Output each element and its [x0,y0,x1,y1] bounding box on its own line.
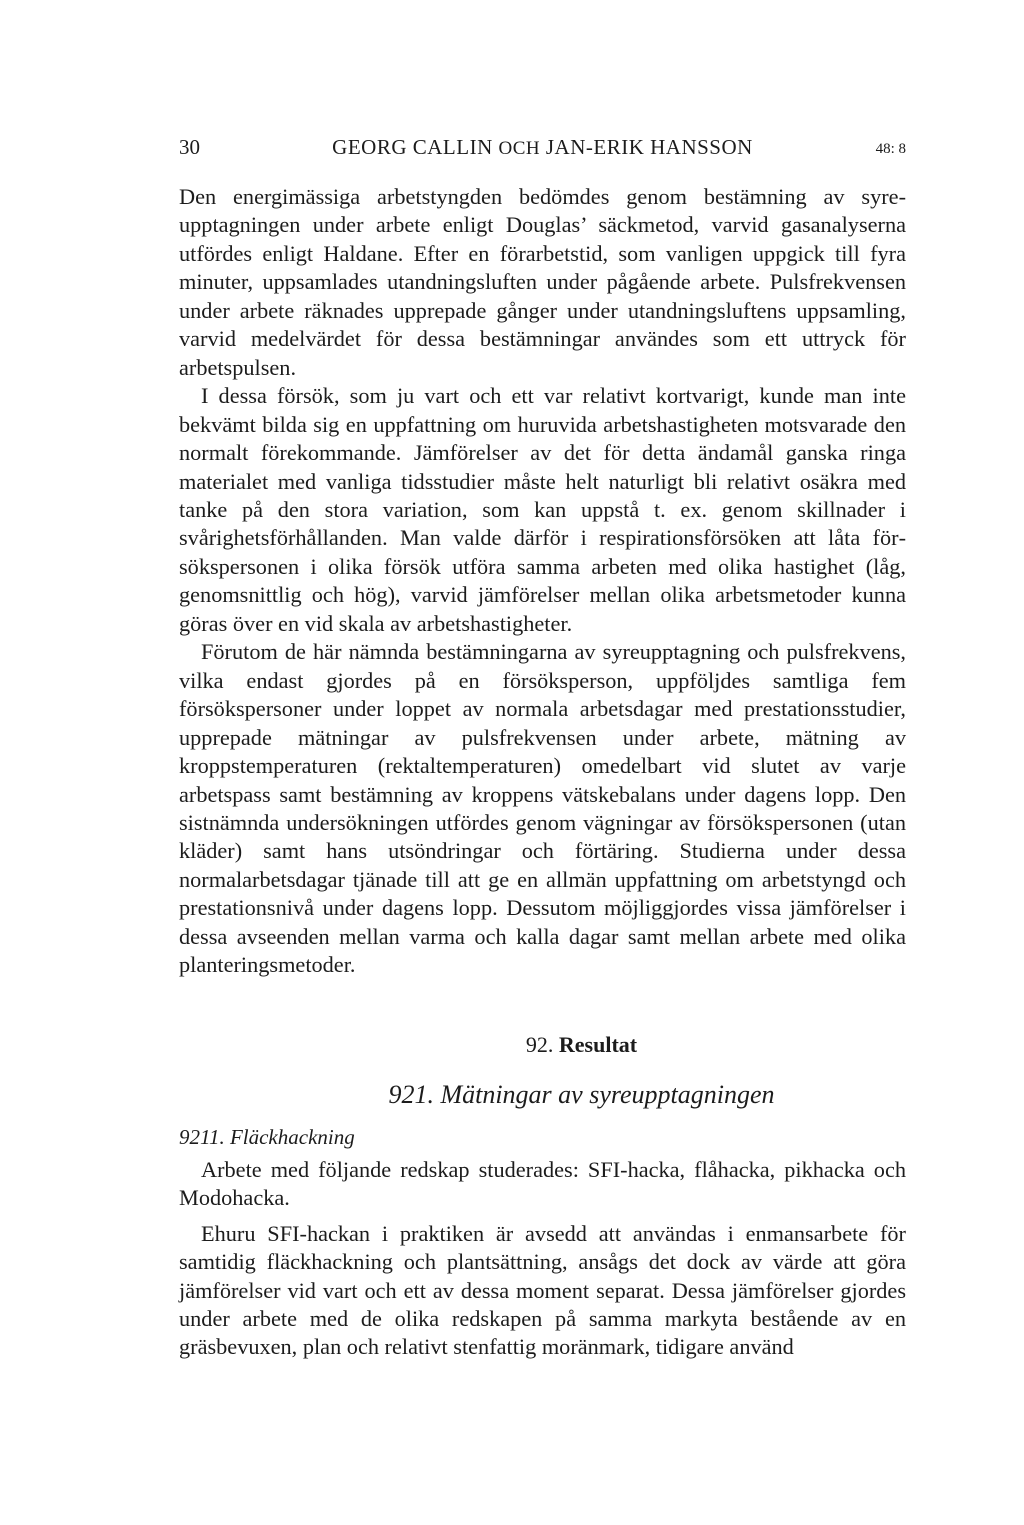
section-number: 92. [525,1031,554,1057]
document-body [179,183,906,1362]
header-title [179,132,906,164]
paragraph: I dessa försök, som ju vart och ett var relativt kortvarigt, kunde man inte bekvämt bilda sig en uppfattning om huruvida arbetshastigheten motsvarade den normalt förekommande. Jämförelser av det för detta ändamål ganska ringa materialet med vanliga tidsstudier måste helt naturligt bli relativt osäkra med tanke på den stora variation, som kan uppstå t. ex. genom skillnader i svårighetsförhållanden. Man valde därför i respirationsförsöken att låta försökspersonen i olika försök utföra samma arbeten med olika hastighet (låg, genomsnittlig och hög), varvid jämförelser mellan olika arbetsmetoder kunna göras över en vid skala av arbetshastigheter. [179,383,906,636]
subsection-number: 921. [388,1079,434,1109]
subsection-title: Mätningar av syreupptagningen [440,1079,775,1109]
paragraph: Ehuru SFI-hackan i praktiken är avsedd att användas i enmansarbete för samtidig fläckhackning och plantsättning, ansågs det dock av värde att göra jämförelser vid vart och ett av dessa moment separat. Dessa jämförelser gjordes under arbete med de olika redskapen på samma markyta bestående av en gräsbevuxen, plan och relativt stenfattig moränmark, tidigare använd [179,1220,906,1360]
section-heading [179,1030,906,1060]
page-number: 30 [179,135,200,159]
subsection-heading [179,1078,906,1112]
subsubsection-title: Fläckhackning [229,1124,355,1149]
paragraph: Förutom de här nämnda bestämningarna av syreupptagning och pulsfrekvens, vilka endast gjordes på en försöksperson, uppföljdes samtliga fem försökspersoner under loppet av normala arbetsdagar med prestationsstudier, upprepade mätningar av pulsfrekvensen under arbete, mätning av kroppstemperaturen (rektaltemperaturen) omedelbart vid slutet av varje arbetspass samt bestämning av kroppens vätskebalans under dagens lopp. Den sistnämnda undersökningen utfördes genom vägningar av försökspersonen (utan kläder) samt hans utsöndringar och förtäring. Studierna under dessa normalarbetsdagar tjänade till att ge en allmän uppfattning om arbetstyngd och prestationsnivå under dagens lopp. Dessutom möjliggjordes vissa jämförelser i dessa avseenden mellan varma och kalla dagar samt mellan arbete med olika planteringsmetoder. [179,639,906,978]
author-2: JAN-ERIK HANSSON [545,135,753,159]
paragraph: Arbete med följande redskap studerades: SFI-hacka, flåhacka, pikhacka och Modohacka. [179,1156,906,1211]
subsubsection-heading [179,1122,906,1152]
paragraph: Den energimässiga arbetstyngden bedömdes genom bestämning av syreupptagningen under arbete enligt Douglas’ säckmetod, varvid gasanalyserna utfördes enligt Haldane. Efter en förarbetstid, som vanligen uppgick till fyra minuter, uppsamlades utandningsluften under pågående arbete. Pulsfrekvensen under arbete räknades upprepade gånger under utandningsluftens uppsamling, varvid medelvärdet för dessa bestämningar användes som ett uttryck för arbetspulsen. [179,184,906,380]
subsubsection-number: 9211. [179,1124,225,1149]
author-conjunction: OCH [498,138,541,159]
running-header [179,132,906,162]
document-page [179,132,906,1362]
section-code: 48: 8 [875,141,906,157]
author-1: GEORG CALLIN [332,135,493,159]
section-title: Resultat [558,1031,638,1057]
